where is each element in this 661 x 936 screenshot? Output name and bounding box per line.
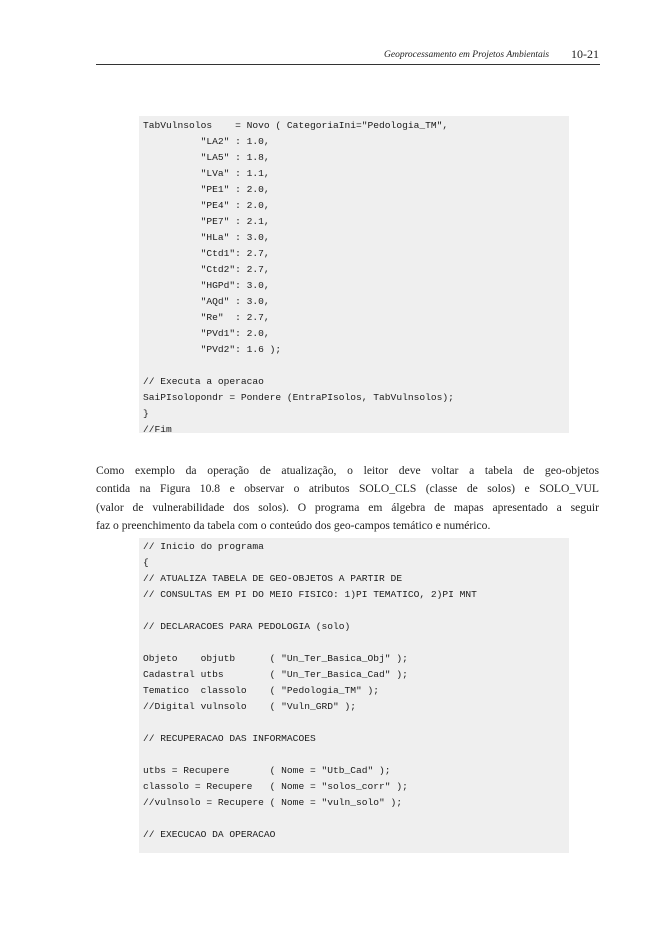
code-line: "LVa" : 1.1,	[143, 168, 270, 179]
code-line	[143, 715, 569, 731]
paragraph-line: contida na Figura 10.8 e observar o atributos SOLO_CLS (classe de solos) e SOLO_VUL	[96, 482, 599, 496]
code-line: "HGPd": 3.0,	[143, 280, 270, 291]
code-line: // ATUALIZA TABELA DE GEO-OBJETOS A PARTIR DE	[143, 573, 403, 584]
code-line: // RECUPERACAO DAS INFORMACOES	[143, 733, 316, 744]
code-line	[143, 635, 569, 651]
code-line: "Ctd1": 2.7,	[143, 248, 270, 259]
paragraph-line: faz o preenchimento da tabela com o conteúdo dos geo-campos temático e numérico.	[96, 518, 491, 532]
code-line: "AQd" : 3.0,	[143, 296, 270, 307]
code-line: // EXECUCAO DA OPERACAO	[143, 829, 276, 840]
code-line: //Digital vulnsolo ( "Vuln_GRD" );	[143, 701, 357, 712]
code-line: SaiPIsolopondr = Pondere (EntraPIsolos, TabVulnsolos);	[143, 392, 454, 403]
code-line: {	[143, 557, 149, 568]
code-line: "PVd1": 2.0,	[143, 328, 270, 339]
code-line: "PVd2": 1.6 );	[143, 344, 282, 355]
code-block-pondere	[139, 116, 569, 433]
code-line	[143, 747, 569, 763]
code-line: classolo = Recupere ( Nome = "solos_corr" );	[143, 781, 408, 792]
code-line	[143, 811, 569, 827]
code-line: //Fim	[143, 424, 172, 435]
code-line: "LA2" : 1.0,	[143, 136, 270, 147]
code-line	[143, 358, 569, 374]
code-line: "Re" : 2.7,	[143, 312, 270, 323]
code-line: "HLa" : 3.0,	[143, 232, 270, 243]
code-line: "PE4" : 2.0,	[143, 200, 270, 211]
paragraph-line: (valor de vulnerabilidade dos solos). O programa em álgebra de mapas apresentado a seguir	[96, 500, 599, 514]
code-line	[143, 603, 569, 619]
body-paragraph	[96, 462, 599, 535]
code-line: Tematico classolo ( "Pedologia_TM" );	[143, 685, 380, 696]
code-line: "PE7" : 2.1,	[143, 216, 270, 227]
code-line: // Inicio do programa	[143, 541, 264, 552]
code-line: // DECLARACOES PARA PEDOLOGIA (solo)	[143, 621, 351, 632]
code-line: Objeto objutb ( "Un_Ter_Basica_Obj" );	[143, 653, 408, 664]
code-line: // Executa a operacao	[143, 376, 264, 387]
code-line: //vulnsolo = Recupere ( Nome = "vuln_solo" );	[143, 797, 403, 808]
code-line: "Ctd2": 2.7,	[143, 264, 270, 275]
code-line: }	[143, 408, 149, 419]
code-line: "PE1" : 2.0,	[143, 184, 270, 195]
paragraph-line: Como exemplo da operação de atualização, o leitor deve voltar a tabela de geo-objetos	[96, 464, 599, 477]
code-line: // CONSULTAS EM PI DO MEIO FISICO: 1)PI TEMATICO, 2)PI MNT	[143, 589, 477, 600]
code-block-atualiza	[139, 538, 569, 853]
code-line: TabVulnsolos = Novo ( CategoriaIni="Pedologia_TM",	[143, 120, 449, 131]
header-rule	[96, 64, 600, 65]
page-number: 10-21	[571, 47, 599, 61]
code-line: Cadastral utbs ( "Un_Ter_Basica_Cad" );	[143, 669, 408, 680]
code-line: "LA5" : 1.8,	[143, 152, 270, 163]
running-title: Geoprocessamento em Projetos Ambientais	[384, 50, 550, 60]
code-line: utbs = Recupere ( Nome = "Utb_Cad" );	[143, 765, 391, 776]
